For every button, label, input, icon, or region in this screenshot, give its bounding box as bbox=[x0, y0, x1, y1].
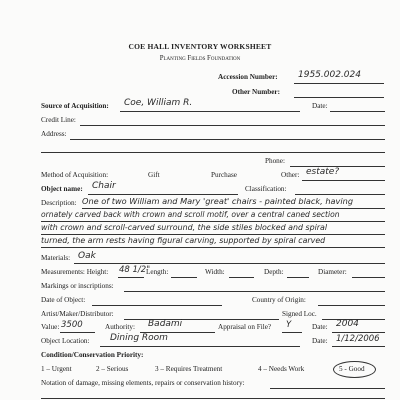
credit-line-rule bbox=[80, 125, 385, 126]
signed-label: Signed Loc. bbox=[282, 310, 317, 318]
address-rule-2 bbox=[41, 152, 385, 153]
classification-label: Classification: bbox=[245, 185, 287, 193]
authority-label: Authority: bbox=[105, 323, 135, 331]
value-rule bbox=[60, 332, 95, 333]
location-rule bbox=[100, 346, 300, 347]
source-value: Coe, William R. bbox=[124, 98, 193, 108]
appraisal-value: Y bbox=[286, 320, 292, 330]
address-label: Address: bbox=[41, 130, 67, 138]
object-name-value: Chair bbox=[92, 181, 116, 191]
source-date-label: Date: bbox=[312, 102, 328, 110]
length-label: Length: bbox=[146, 268, 169, 276]
location-value: Dining Room bbox=[110, 333, 168, 343]
value-date-rule bbox=[332, 332, 385, 333]
worksheet-subtitle: Planting Fields Foundation bbox=[159, 55, 241, 62]
worksheet-title: COE HALL INVENTORY WORKSHEET bbox=[128, 42, 272, 51]
description-rule-1 bbox=[82, 208, 385, 209]
condition-option-5: 5 - Good bbox=[339, 365, 365, 373]
markings-label: Markings or inscriptions: bbox=[41, 282, 114, 290]
classification-rule bbox=[295, 194, 385, 195]
method-other-value: estate? bbox=[306, 167, 340, 177]
location-date-rule bbox=[332, 346, 385, 347]
description-line-4: turned, the arm rests having figural carving, supported by spiral carved bbox=[41, 236, 326, 245]
height-value: 48 1/2" bbox=[119, 265, 151, 275]
width-rule bbox=[229, 277, 254, 278]
value-date-value: 2004 bbox=[336, 319, 359, 329]
appraisal-label: Appraisal on File? bbox=[218, 323, 272, 331]
markings-rule bbox=[124, 291, 385, 292]
address-rule bbox=[70, 139, 385, 140]
value-label: Value: bbox=[41, 323, 60, 331]
materials-rule bbox=[74, 263, 385, 264]
other-number-label: Other Number: bbox=[232, 88, 280, 96]
description-line-3: with crown and scroll-carved surround, the side stiles blocked and spiral bbox=[41, 223, 328, 232]
value-value: 3500 bbox=[61, 320, 83, 330]
selected-condition-circle bbox=[333, 361, 376, 378]
condition-option-2: 2 – Serious bbox=[96, 365, 129, 373]
condition-label: Condition/Conservation Priority: bbox=[41, 351, 144, 359]
notation-label: Notation of damage, missing elements, repairs or conservation history: bbox=[41, 379, 245, 387]
condition-option-4: 4 – Needs Work bbox=[258, 365, 305, 373]
authority-value: Badami bbox=[148, 319, 183, 329]
date-of-object-label: Date of Object: bbox=[41, 296, 86, 304]
credit-line-label: Credit Line: bbox=[41, 116, 76, 124]
artist-label: Artist/Maker/Distributor: bbox=[41, 310, 114, 318]
method-label: Method of Acquisition: bbox=[41, 171, 109, 179]
condition-option-3: 3 – Requires Treatment bbox=[155, 365, 223, 373]
materials-label: Materials: bbox=[41, 254, 71, 262]
description-label: Description: bbox=[41, 199, 77, 207]
description-line-1: One of two William and Mary 'great' chairs - painted black, having bbox=[82, 196, 354, 206]
accession-label: Accession Number: bbox=[218, 73, 278, 81]
height-rule bbox=[118, 277, 144, 278]
location-label: Object Location: bbox=[41, 337, 90, 345]
value-date-label: Date: bbox=[312, 323, 328, 331]
location-date-label: Date: bbox=[312, 337, 328, 345]
country-rule bbox=[318, 305, 385, 306]
appraisal-rule bbox=[282, 332, 302, 333]
method-gift: Gift bbox=[148, 171, 160, 179]
description-rule-2 bbox=[41, 221, 385, 222]
method-other-label: Other: bbox=[281, 171, 300, 179]
accession-value: 1955.002.024 bbox=[298, 70, 361, 80]
object-name-rule bbox=[88, 194, 238, 195]
length-rule bbox=[171, 277, 197, 278]
depth-label: Depth: bbox=[264, 268, 284, 276]
materials-value: Oak bbox=[78, 251, 96, 261]
notation-rule bbox=[270, 388, 385, 389]
condition-option-1: 1 – Urgent bbox=[41, 365, 72, 373]
phone-label: Phone: bbox=[265, 157, 285, 165]
source-rule bbox=[120, 111, 300, 112]
width-label: Width: bbox=[205, 268, 225, 276]
country-label: Country of Origin: bbox=[252, 296, 306, 304]
date-of-object-rule bbox=[92, 305, 222, 306]
notation-rule-2 bbox=[41, 398, 385, 399]
method-purchase: Purchase bbox=[211, 171, 237, 179]
depth-rule bbox=[287, 277, 309, 278]
source-label: Source of Acquisition: bbox=[41, 102, 109, 110]
source-date-rule bbox=[330, 111, 385, 112]
method-other-rule bbox=[302, 180, 385, 181]
diameter-label: Diameter: bbox=[318, 268, 347, 276]
description-rule-4 bbox=[41, 247, 385, 248]
accession-rule bbox=[294, 83, 384, 84]
measurements-label: Measurements: Height: bbox=[41, 268, 109, 276]
other-number-rule bbox=[294, 97, 384, 98]
object-name-label: Object name: bbox=[41, 185, 83, 193]
description-line-2: ornately carved back with crown and scroll motif, over a central caned section bbox=[41, 210, 340, 219]
location-date-value: 1/12/2006 bbox=[336, 334, 380, 344]
description-rule-3 bbox=[41, 234, 385, 235]
diameter-rule bbox=[352, 277, 385, 278]
